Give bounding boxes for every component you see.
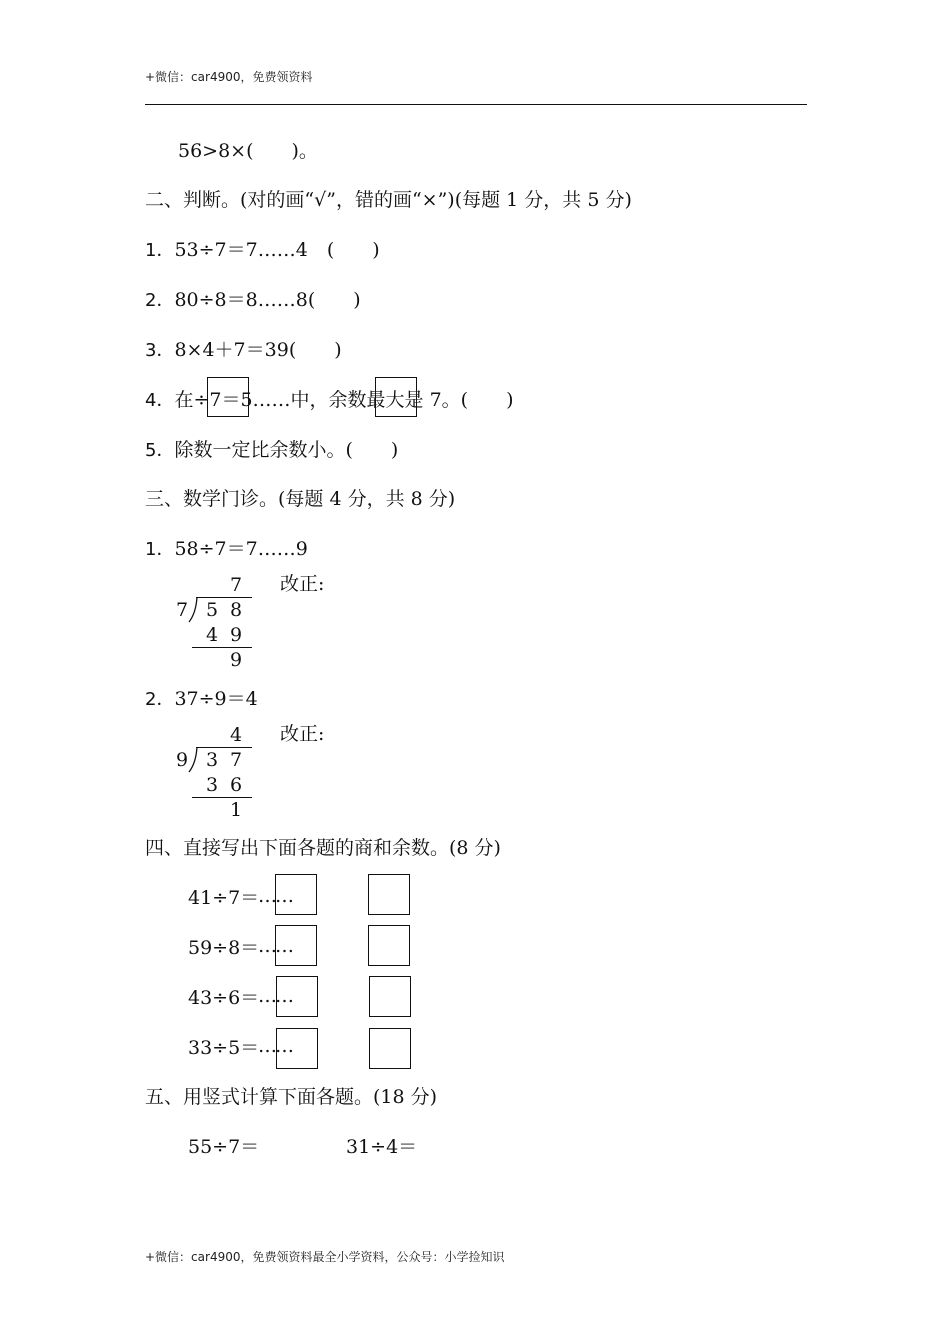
clinic-problem-2 (145, 687, 258, 712)
remainder-answer-box[interactable] (369, 1028, 411, 1069)
item-number: 2． (145, 689, 175, 710)
item-number: 2． (145, 290, 175, 311)
section2-title: 二、判断。(对的画“√”，错的画“×”)(每题 1 分，共 5 分) (145, 189, 632, 211)
item-number: 3． (145, 340, 175, 361)
correction-label: 改正: (280, 573, 325, 595)
judgment-item-1 (145, 238, 380, 263)
judgment-item-2 (145, 288, 361, 313)
judgment-item-4 (145, 388, 514, 413)
item-text: 除数一定比余数小。( ) (174, 439, 399, 461)
division-expression: 41÷7＝ (188, 887, 260, 909)
ellipsis-dots: …… (258, 985, 292, 1007)
subtraction-line (192, 647, 252, 648)
divisor-digit: 9 (175, 749, 189, 771)
footer-text: +微信：car4900，免费领资料最全小学资料，公众号：小学捡知识 (145, 1250, 505, 1264)
dividend-digit: 8 (229, 599, 243, 621)
quotient-digit: 4 (229, 724, 243, 746)
correction-label: 改正: (280, 723, 325, 745)
section3-title: 三、数学门诊。(每题 4 分，共 8 分) (145, 488, 456, 510)
dividend-digit: 5 (205, 599, 219, 621)
section5-title: 五、用竖式计算下面各题。(18 分) (145, 1086, 438, 1108)
item-text: 37÷9＝4 (174, 688, 258, 710)
item-number: 4． (145, 390, 175, 411)
item-number: 1． (145, 240, 175, 261)
quotient-digit: 7 (229, 574, 243, 596)
division-expression: 33÷5＝ (188, 1037, 260, 1059)
section4-title: 四、直接写出下面各题的商和余数。(8 分) (145, 837, 501, 859)
dividend-digit: 3 (205, 749, 219, 771)
judgment-item-3 (145, 338, 342, 363)
division-expression: 59÷8＝ (188, 937, 260, 959)
product-digit: 6 (229, 774, 243, 796)
carryover-question: 56>8×( )。 (178, 140, 318, 162)
divisor-digit: 7 (175, 599, 189, 621)
remainder-answer-box[interactable] (368, 874, 410, 915)
ellipsis-dots: …… (258, 935, 292, 957)
item-text: 在÷7＝5……中，余数最大是 7。( ) (174, 389, 514, 411)
ellipsis-dots: …… (258, 1035, 292, 1057)
division-bar (196, 597, 252, 598)
subtraction-line (192, 797, 252, 798)
judgment-item-5 (145, 438, 398, 463)
item-number: 5． (145, 440, 175, 461)
vertical-calc-problem-2: 31÷4＝ (346, 1136, 418, 1158)
remainder-digit: 1 (229, 799, 243, 821)
division-expression: 43÷6＝ (188, 987, 260, 1009)
item-text: 58÷7＝7……9 (174, 538, 308, 560)
item-text: 53÷7＝7……4 ( ) (174, 239, 380, 261)
product-digit: 4 (205, 624, 219, 646)
item-text: 8×4＋7＝39( ) (174, 339, 342, 361)
remainder-digit: 9 (229, 649, 243, 671)
dividend-digit: 7 (229, 749, 243, 771)
remainder-answer-box[interactable] (368, 925, 410, 966)
item-number: 1． (145, 539, 175, 560)
header-divider (145, 104, 807, 105)
item-text: 80÷8＝8……8( ) (174, 289, 361, 311)
product-digit: 9 (229, 624, 243, 646)
product-digit: 3 (205, 774, 219, 796)
clinic-problem-1 (145, 537, 308, 562)
remainder-answer-box[interactable] (369, 976, 411, 1017)
blank-box-remainder (375, 377, 417, 417)
header-text: +微信：car4900，免费领资料 (145, 70, 313, 84)
division-bar (196, 747, 252, 748)
ellipsis-dots: …… (258, 885, 292, 907)
vertical-calc-problem-1: 55÷7＝ (188, 1136, 260, 1158)
blank-box-dividend (207, 377, 249, 417)
